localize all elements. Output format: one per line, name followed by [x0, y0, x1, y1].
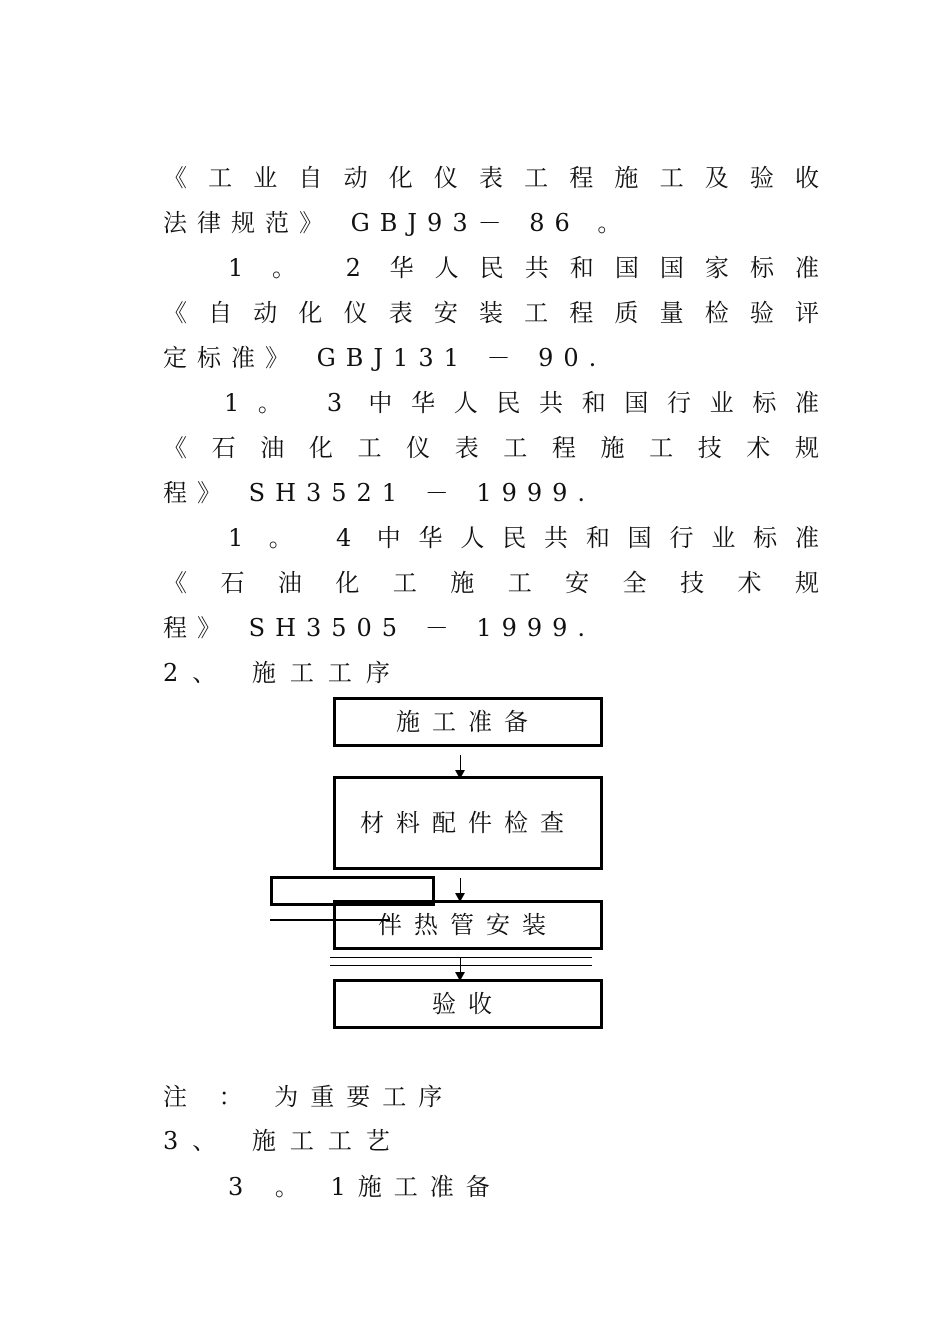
para1-line2: 法律规范》 GBJ93－ 86 。: [163, 209, 632, 237]
flow-step-accept-label: 验收: [432, 990, 504, 1018]
flow-step-install: [333, 900, 603, 950]
important-step-marker-line: [270, 919, 390, 921]
para3-line2: 《石油化工仪表工程施工技术规: [163, 434, 819, 462]
section3-sub1: 3 。 1施工准备: [228, 1173, 502, 1201]
flow-arrow-1: [460, 755, 461, 771]
important-step-marker-box: [270, 876, 435, 906]
flow-step-inspect-label: 材料配件检查: [360, 809, 576, 837]
flow-step-prepare-label: 施工准备: [396, 708, 540, 736]
para3-line3: 程》 SH3521 － 1999.: [163, 479, 596, 507]
flow-arrow-3: [460, 957, 461, 973]
section3-heading: 3、 施工工艺: [163, 1127, 404, 1155]
para4-line2: 《石油化工施工安全技术规: [163, 569, 819, 597]
para2-line2: 《自动化仪表安装工程质量检验评: [163, 299, 819, 327]
para2-line3: 定标准》 GBJ131 － 90.: [163, 344, 607, 372]
separator-line-bottom: [330, 965, 592, 966]
flow-step-prepare: [333, 697, 603, 747]
para4-line1: 1 。 4 中华人民共和国行业标准: [228, 524, 819, 552]
para1-line1: 《工业自动化仪表工程施工及验收: [163, 164, 819, 192]
para3-line1: 1。 3 中华人民共和国行业标准: [224, 389, 819, 417]
para2-line1: 1 。 2 华人民共和国国家标准: [228, 254, 819, 282]
separator-line-top: [330, 957, 592, 958]
flow-step-accept: [333, 979, 603, 1029]
flow-step-inspect: [333, 776, 603, 870]
para4-line3: 程》 SH3505 － 1999.: [163, 614, 596, 642]
section2-heading: 2、 施工工序: [163, 659, 404, 687]
note-text: 注 ： 为重要工序: [163, 1083, 455, 1111]
flow-arrow-2: [460, 878, 461, 894]
flow-step-install-label: 伴热管安装: [378, 911, 558, 939]
